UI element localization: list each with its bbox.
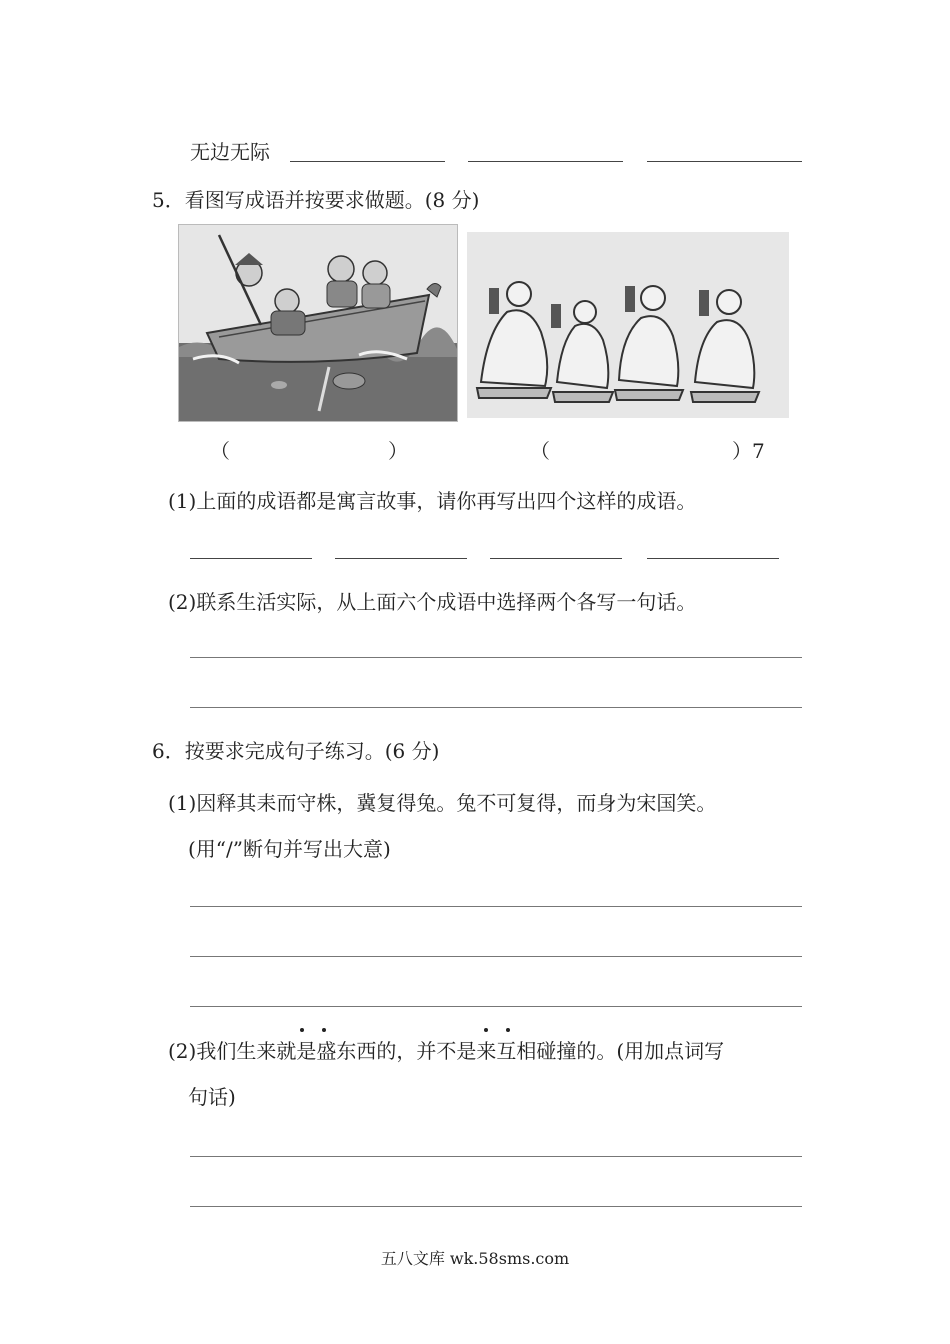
emphasis-dot <box>506 1028 510 1032</box>
caption-1-open-paren: （ <box>210 439 230 463</box>
question-5-sub-1: (1)上面的成语都是寓言故事，请你再写出四个这样的成语。 <box>168 489 697 513</box>
boat-scene-icon <box>179 225 457 421</box>
caption-1-close-paren: ） <box>388 439 408 463</box>
idiom-blank[interactable] <box>647 558 779 559</box>
caption-2-answer-slot[interactable] <box>552 438 722 464</box>
writing-line[interactable] <box>190 956 802 957</box>
question-6-sub-1-hint: (用“/”断句并写出大意) <box>188 837 391 861</box>
caption-2-open-paren: （ <box>530 439 550 463</box>
emphasis-dot <box>484 1028 488 1032</box>
flute-players-icon <box>467 232 789 418</box>
boat-illustration <box>178 224 458 422</box>
writing-line[interactable] <box>190 707 802 708</box>
question-5-sub-2: (2)联系生活实际，从上面六个成语中选择两个各写一句话。 <box>168 590 697 614</box>
writing-line[interactable] <box>190 657 802 658</box>
writing-line[interactable] <box>190 1006 802 1007</box>
emphasis-dot <box>322 1028 326 1032</box>
writing-line[interactable] <box>190 1206 802 1207</box>
word-wubianwuji: 无边无际 <box>190 140 270 164</box>
answer-blank[interactable] <box>290 161 445 162</box>
question-5-stem: 5．看图写成语并按要求做题。(8 分) <box>152 188 480 212</box>
question-6-stem: 6．按要求完成句子练习。(6 分) <box>152 739 440 763</box>
answer-blank[interactable] <box>468 161 623 162</box>
caption-1-answer-slot[interactable] <box>232 438 382 464</box>
footer-watermark: 五八文库 wk.58sms.com <box>380 1249 570 1268</box>
question-6-sub-2-continuation: 句话) <box>188 1085 236 1109</box>
caption-2-close-paren: ）7 <box>732 439 765 463</box>
answer-blank[interactable] <box>647 161 802 162</box>
players-illustration <box>467 232 789 418</box>
idiom-blank[interactable] <box>490 558 622 559</box>
question-6-sub-1: (1)因释其耒而守株，冀复得兔。兔不可复得，而身为宋国笑。 <box>168 791 717 815</box>
idiom-blank[interactable] <box>335 558 467 559</box>
question-6-sub-2: (2)我们生来就是盛东西的，并不是来互相碰撞的。(用加点词写 <box>168 1039 725 1063</box>
writing-line[interactable] <box>190 1156 802 1157</box>
idiom-blank[interactable] <box>190 558 312 559</box>
writing-line[interactable] <box>190 906 802 907</box>
emphasis-dot <box>300 1028 304 1032</box>
